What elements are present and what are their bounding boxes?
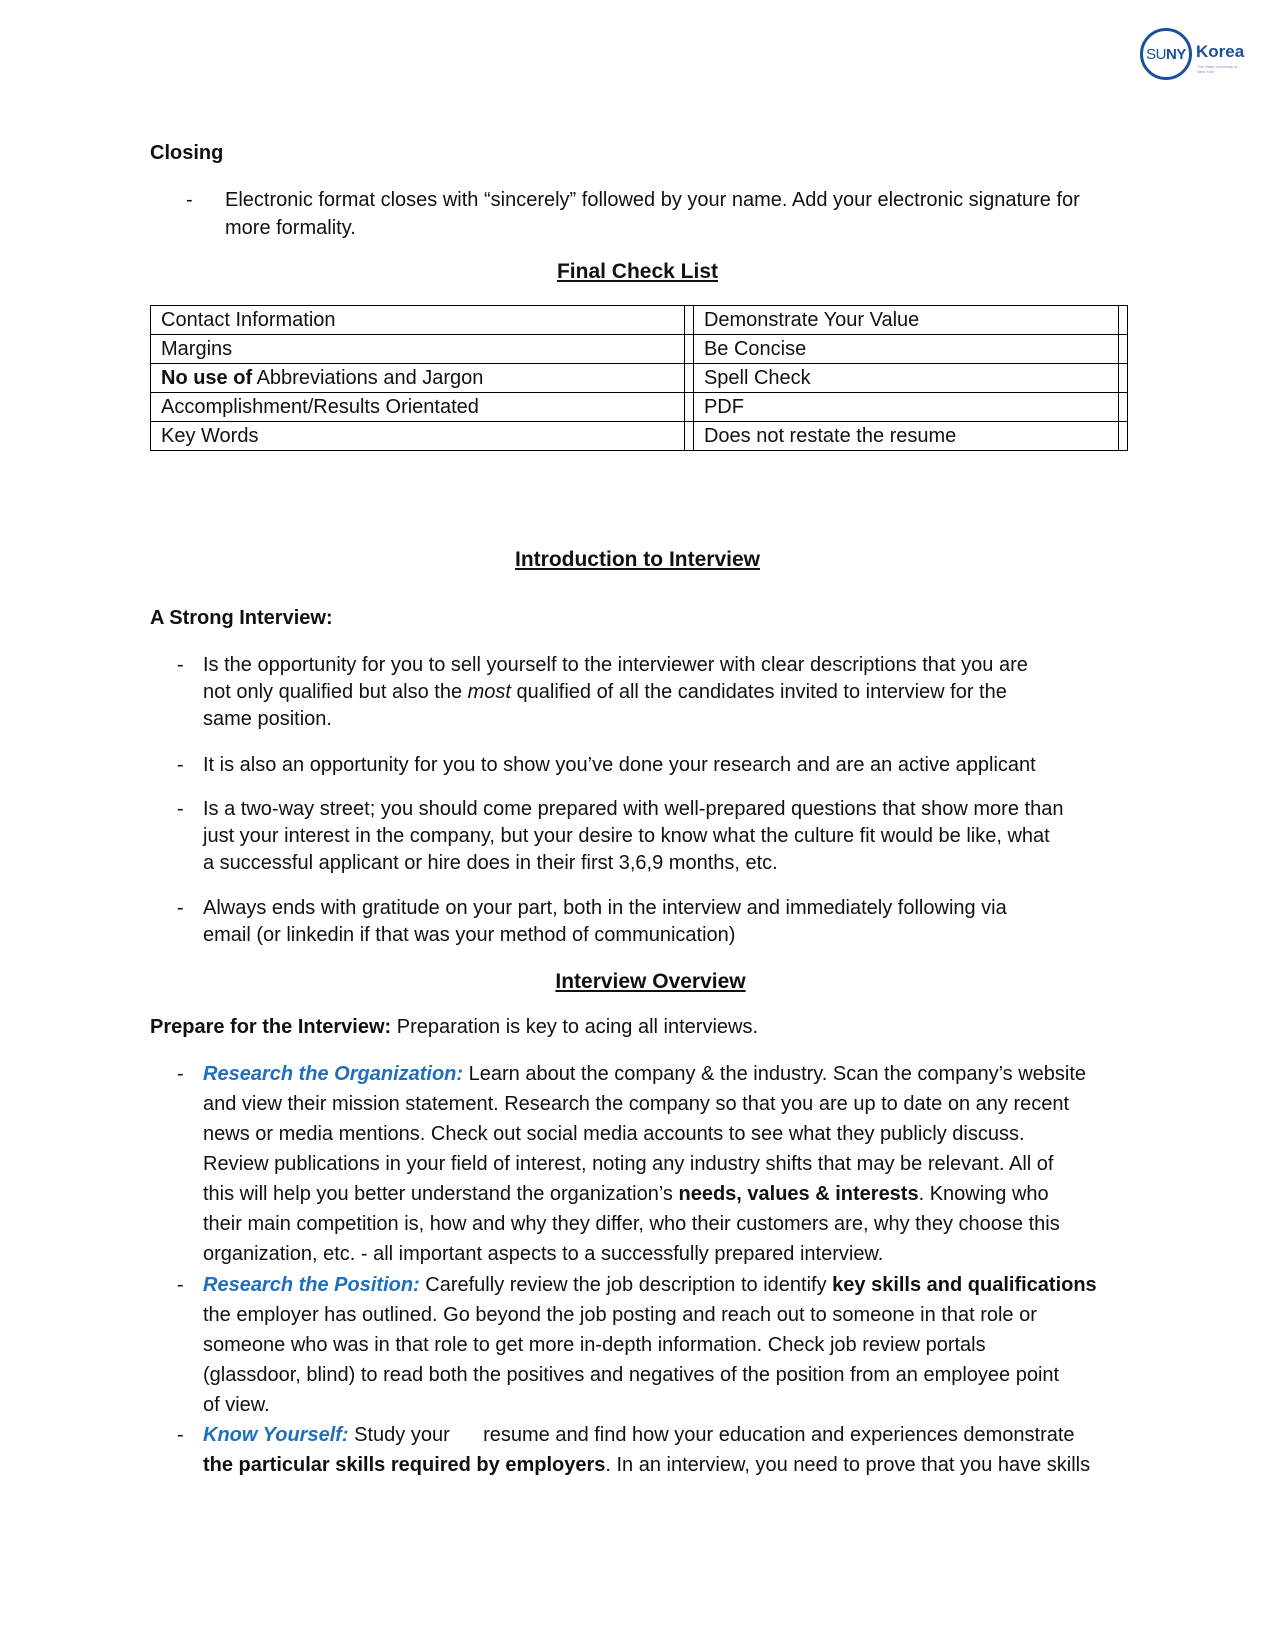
list-item-text: Know Yourself: Study your resume and find how your education and experiences demonstrate the particular skills required by employers. In an interview, you need to prove that you have skills bbox=[203, 1424, 1091, 1476]
table-row bbox=[151, 364, 1128, 393]
checklist-item-right: Does not restate the resume bbox=[693, 422, 1118, 451]
checkbox-cell[interactable] bbox=[1119, 422, 1128, 451]
prepare-line: Prepare for the Interview: Preparation is key to acing all interviews. bbox=[150, 1016, 759, 1038]
logo-word: Korea bbox=[1196, 42, 1245, 61]
checklist-item-left: Accomplishment/Results Orientated bbox=[151, 393, 685, 422]
checklist-title: Final Check List bbox=[556, 260, 719, 283]
checkbox-cell[interactable] bbox=[684, 393, 693, 422]
checklist-table bbox=[150, 305, 1128, 451]
bullet-dash: - bbox=[177, 1063, 184, 1085]
bullet-dash: - bbox=[177, 798, 184, 820]
logo-su: SU bbox=[1146, 45, 1166, 63]
list-item-text: Is a two-way street; you should come prepared with well-prepared questions that show more than just your interest in the company, but your desire to know what the culture fit would be like, what a successful applicant or hire does in their first 3,6,9 months, etc. bbox=[203, 798, 1064, 874]
checklist-item-left: No use of Abbreviations and Jargon bbox=[151, 364, 685, 393]
research-position-label: Research the Position: bbox=[203, 1274, 420, 1296]
list-item-text: Research the Organization: Learn about the company & the industry. Scan the company’s website and view their mission statement. Research the company so that you are up to date on any recent news or media mentions. Check out social media accounts to see what they publicly discuss. Review publications in your field of interest, noting any industry shifts that may be relevant. All of this will help you better understand the organization’s needs, values & interests. Knowing who their main competition is, how and why they differ, who their customers are, why they choose this organization, etc. - all important aspects to a successfully prepared interview. bbox=[203, 1063, 1087, 1265]
overview-title: Interview Overview bbox=[555, 970, 746, 993]
logo-ny: NY bbox=[1166, 45, 1186, 63]
checkbox-cell[interactable] bbox=[1119, 335, 1128, 364]
closing-bullet-text: Electronic format closes with “sincerely” followed by your name. Add your electronic signature for more formality. bbox=[225, 189, 1080, 239]
research-organization-label: Research the Organization: bbox=[203, 1063, 464, 1085]
intro-subheading: A Strong Interview: bbox=[150, 607, 333, 629]
checkbox-cell[interactable] bbox=[684, 364, 693, 393]
bullet-dash: - bbox=[177, 1274, 184, 1296]
list-item-text: Is the opportunity for you to sell yourself to the interviewer with clear descriptions that you are not only qualified but also the most qualified of all the candidates invited to interview for the same position. bbox=[203, 654, 1028, 730]
bullet-dash: - bbox=[177, 754, 184, 776]
checkbox-cell[interactable] bbox=[1119, 393, 1128, 422]
checkbox-cell[interactable] bbox=[1119, 364, 1128, 393]
know-yourself-label: Know Yourself: bbox=[203, 1424, 349, 1446]
table-row bbox=[151, 422, 1128, 451]
list-item-text: Always ends with gratitude on your part, both in the interview and immediately following via email (or linkedin if that was your method of communication) bbox=[203, 897, 1007, 946]
list-item-text: Research the Position: Carefully review the job description to identify key skills and qualifications the employer has outlined. Go beyond the job posting and reach out to someone in that role or someone who was in that role to get more in-depth information. Check job review portals (glassdoor, blind) to read both the positives and negatives of the position from an employee point of view. bbox=[203, 1274, 1097, 1416]
bullet-dash: - bbox=[177, 897, 184, 919]
bullet-dash: - bbox=[177, 654, 184, 676]
checkbox-cell[interactable] bbox=[1119, 306, 1128, 335]
logo-tagline: The State University of New York bbox=[1197, 64, 1238, 74]
checklist-item-right: Spell Check bbox=[693, 364, 1118, 393]
bullet-dash: - bbox=[186, 189, 193, 211]
checklist-item-right: PDF bbox=[693, 393, 1118, 422]
checklist-item-right: Demonstrate Your Value bbox=[693, 306, 1118, 335]
checklist-item-right: Be Concise bbox=[693, 335, 1118, 364]
checkbox-cell[interactable] bbox=[684, 335, 693, 364]
checkbox-cell[interactable] bbox=[684, 422, 693, 451]
bullet-dash: - bbox=[177, 1424, 184, 1446]
checklist-item-left: Contact Information bbox=[151, 306, 685, 335]
logo-circle bbox=[1140, 28, 1192, 80]
closing-heading: Closing bbox=[150, 142, 224, 164]
suny-korea-logo bbox=[1140, 28, 1246, 84]
intro-title: Introduction to Interview bbox=[515, 548, 760, 571]
checklist-item-left: Margins bbox=[151, 335, 685, 364]
checklist-item-left: Key Words bbox=[151, 422, 685, 451]
table-row bbox=[151, 393, 1128, 422]
table-row bbox=[151, 335, 1128, 364]
checkbox-cell[interactable] bbox=[684, 306, 693, 335]
table-row bbox=[151, 306, 1128, 335]
list-item-text: It is also an opportunity for you to show you’ve done your research and are an active applicant bbox=[203, 754, 1036, 776]
